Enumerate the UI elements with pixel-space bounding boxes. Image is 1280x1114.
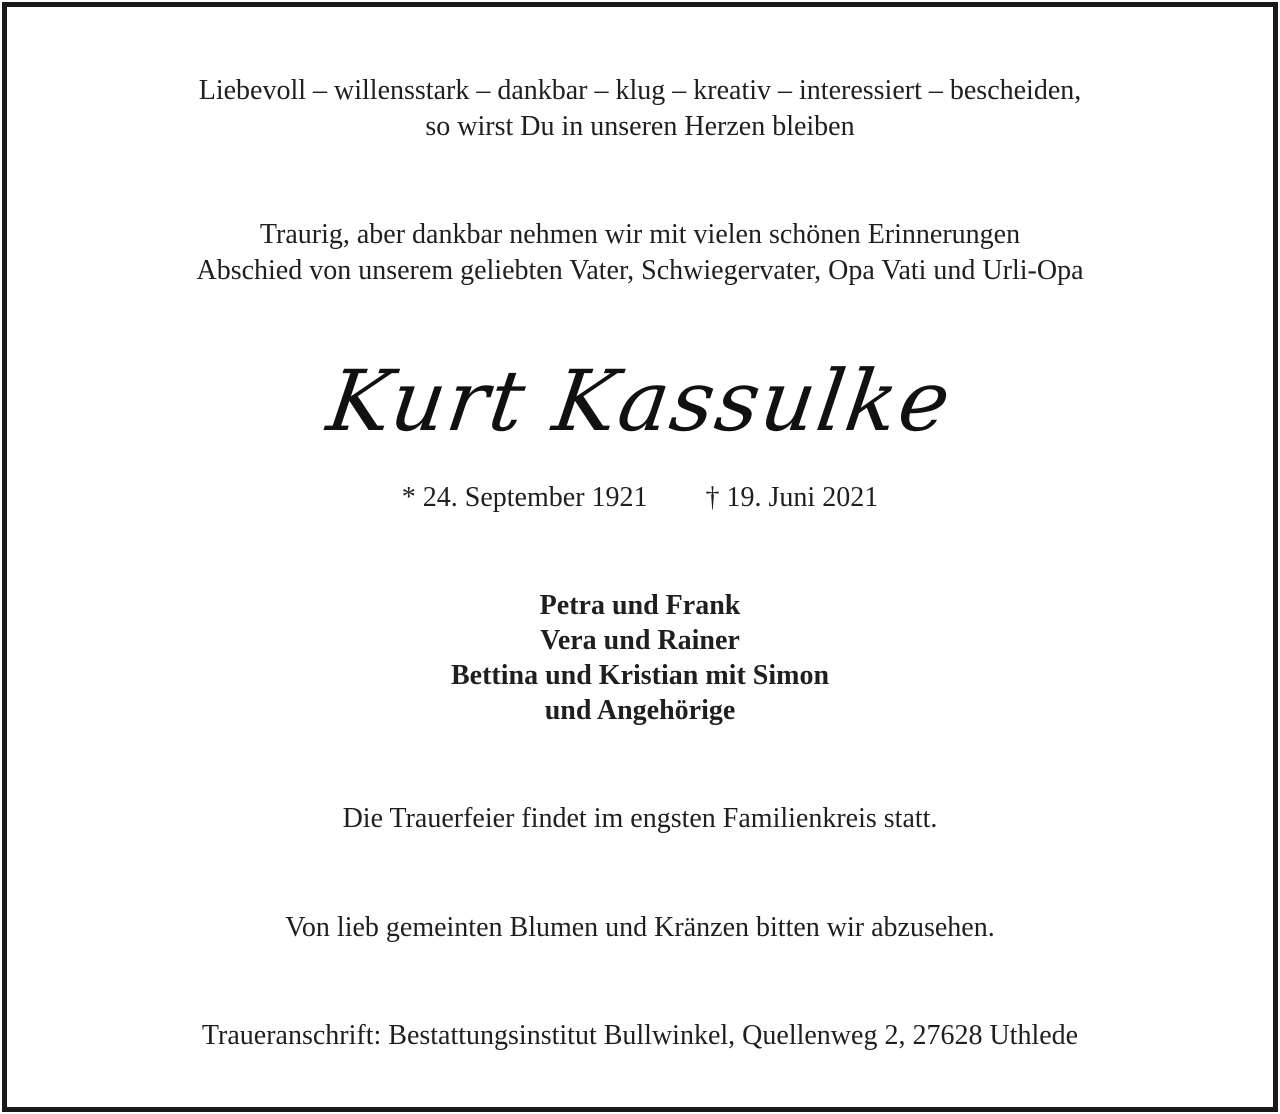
ceremony-notice: Die Trauerfeier findet im engsten Familienkreis statt.: [342, 803, 938, 834]
life-dates: [7, 484, 1273, 512]
mourner-1: Petra und Frank: [539, 590, 741, 621]
birth-date: * 24. September 1921: [401, 482, 648, 513]
condolence-address: Traueranschrift: Bestattungsinstitut Bullwinkel, Quellenweg 2, 27628 Uthlede: [201, 1020, 1079, 1051]
mourner-4: und Angehörige: [544, 695, 736, 726]
obituary-notice: [2, 2, 1278, 1112]
deceased-name: Kurt Kassulke: [321, 352, 959, 450]
motto-line-2: so wirst Du in unseren Herzen bleiben: [425, 111, 855, 142]
death-date: † 19. Juni 2021: [705, 482, 879, 513]
intro-line-1: Traurig, aber dankbar nehmen wir mit vielen schönen Erinnerungen: [259, 219, 1021, 250]
mourner-3: Bettina und Kristian mit Simon: [450, 660, 830, 691]
motto-line-1: Liebevoll – willensstark – dankbar – klug – kreativ – interessiert – bescheiden,: [198, 75, 1082, 106]
intro-line-2: Abschied von unserem geliebten Vater, Schwiegervater, Opa Vati und Urli-Opa: [196, 255, 1084, 286]
mourner-2: Vera und Rainer: [540, 625, 740, 656]
flowers-notice: Von lieb gemeinten Blumen und Kränzen bitten wir abzusehen.: [285, 912, 995, 943]
